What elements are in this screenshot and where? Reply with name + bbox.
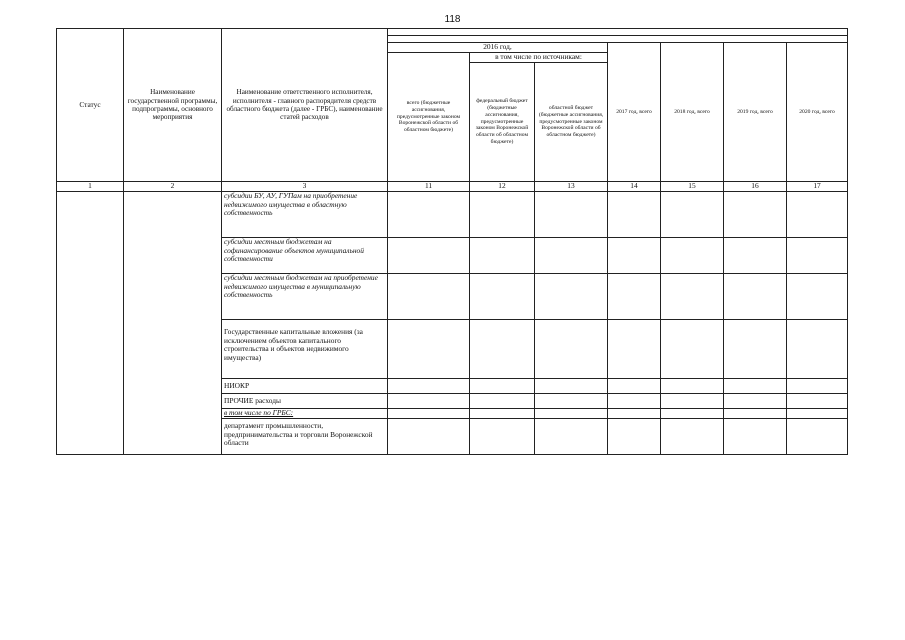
column-number: 13 [535, 182, 608, 192]
row-label: НИОКР [222, 379, 388, 394]
column-number: 1 [57, 182, 124, 192]
program-cell [124, 192, 222, 455]
column-number: 16 [724, 182, 787, 192]
row-label: Государственные капитальные вложения (за исключением объектов капитального строительства и объектов недвижимого имущества) [222, 320, 388, 379]
header-program-name: Наименование государственной программы, подпрограммы, основного мероприятия [124, 29, 222, 182]
column-number: 14 [608, 182, 661, 192]
header-top-band-2 [388, 36, 848, 43]
header-total-2016: всего (бюджетные ассигнования, предусмотренные законом Воронежской области об областном бюджете) [388, 53, 470, 182]
row-label: субсидии местным бюджетам на приобретение недвижимого имущества в муниципальную собственность [222, 274, 388, 320]
budget-table [56, 28, 848, 455]
header-top-band-1 [388, 29, 848, 36]
column-numbers-row [57, 182, 848, 192]
page-number: 118 [444, 14, 461, 25]
column-number: 3 [222, 182, 388, 192]
header-regional-budget: областной бюджет (бюджетные ассигнования, предусмотренные законом Воронежской области об областном бюджете) [535, 63, 608, 182]
header-federal-budget: федеральный бюджет (бюджетные ассигнования, предусмотренные законом Воронежской области об областном бюджете) [470, 63, 535, 182]
header-year-2017: 2017 год, всего [608, 43, 661, 182]
header-incl-sources: в том числе по источникам: [470, 53, 608, 63]
column-number: 17 [787, 182, 848, 192]
status-cell [57, 192, 124, 455]
row-label: субсидии БУ, АУ, ГУПам на приобретение недвижимого имущества в областную собственность [222, 192, 388, 238]
column-number: 2 [124, 182, 222, 192]
row-label: субсидии местным бюджетам на софинансирование объектов муниципальной собственности [222, 238, 388, 274]
column-number: 11 [388, 182, 470, 192]
column-number: 15 [661, 182, 724, 192]
header-year-2018: 2018 год, всего [661, 43, 724, 182]
row-label: ПРОЧИЕ расходы [222, 394, 388, 409]
header-status: Статус [57, 29, 124, 182]
row-label: в том числе по ГРБС: [222, 409, 388, 419]
row-label: департамент промышленности, предпринимательства и торговли Воронежской области [222, 419, 388, 455]
table-row [57, 192, 848, 238]
header-year-2016: 2016 год, [388, 43, 608, 53]
header-year-2019: 2019 год, всего [724, 43, 787, 182]
column-number: 12 [470, 182, 535, 192]
header-executor-name: Наименование ответственного исполнителя, исполнителя - главного распорядителя средств областного бюджета (далее - ГРБС), наименование статей расходов [222, 29, 388, 182]
header-year-2020: 2020 год, всего [787, 43, 848, 182]
